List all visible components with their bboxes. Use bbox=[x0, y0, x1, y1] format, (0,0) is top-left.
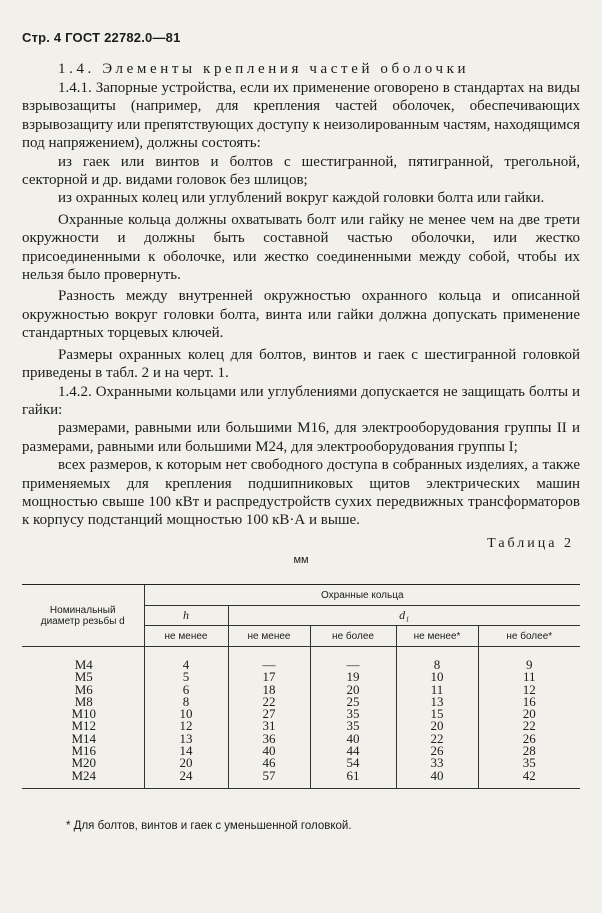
table-cell: 35 bbox=[310, 720, 396, 732]
table-cell: 31 bbox=[228, 720, 310, 732]
table-row bbox=[22, 708, 580, 720]
col-diameter-header: Номинальный диаметр резьбы d bbox=[22, 585, 144, 647]
sub-header: не более* bbox=[478, 626, 580, 647]
table-cell: 54 bbox=[310, 757, 396, 769]
table-row bbox=[22, 770, 580, 789]
paragraph-rings: из охранных колец или углублений вокруг каждой головки болта или гайки. bbox=[58, 190, 545, 207]
paragraph-1-4-1: 1.4.1. Запорные устройства, если их применение оговорено в стандартах на виды взрывозащиты (например, для крепления частей оболочек, обеспечивающих взрывозащиту или препятствующих доступу к неизолированным частям, находящимся под напряжением), должны состоять: bbox=[22, 80, 580, 152]
table-cell: 6 bbox=[144, 684, 228, 696]
table-cell: 35 bbox=[478, 757, 580, 769]
table-cell: 12 bbox=[144, 720, 228, 732]
table-cell: 40 bbox=[310, 733, 396, 745]
h-symbol: h bbox=[183, 608, 189, 622]
table-row bbox=[22, 671, 580, 683]
cell-diameter: M10 bbox=[71, 706, 97, 722]
table-cell: 46 bbox=[228, 757, 310, 769]
table-cell: 5 bbox=[144, 671, 228, 683]
table-cell: 18 bbox=[228, 684, 310, 696]
sub-header: не более bbox=[310, 626, 396, 647]
document-body bbox=[22, 60, 580, 566]
paragraph-difference: Разность между внутренней окружностью охранного кольца и описанной окружностью вокруг головки болта, винта или гайки должна допускать применение стандартных торцевых ключей. bbox=[22, 288, 580, 342]
cell-diameter: M14 bbox=[71, 730, 97, 746]
table-cell: 27 bbox=[228, 708, 310, 720]
table-row bbox=[22, 696, 580, 708]
table-cell: 8 bbox=[144, 696, 228, 708]
table-cell: 13 bbox=[144, 733, 228, 745]
cell-diameter: M24 bbox=[22, 770, 144, 789]
guard-ring-table bbox=[22, 584, 580, 789]
sub-header: не менее* bbox=[396, 626, 478, 647]
table-cell: 61 bbox=[310, 770, 396, 789]
table-cell: 10 bbox=[144, 708, 228, 720]
table-cell: 8 bbox=[396, 647, 478, 672]
sub-header: не менее bbox=[144, 626, 228, 647]
cell-diameter: M20 bbox=[71, 755, 97, 771]
table-cell: — bbox=[310, 647, 396, 672]
table-cell: 26 bbox=[478, 733, 580, 745]
table-cell: 19 bbox=[310, 671, 396, 683]
table-row bbox=[22, 647, 580, 672]
table-cell: 42 bbox=[478, 770, 580, 789]
table-cell: 10 bbox=[396, 671, 478, 683]
table-row bbox=[22, 720, 580, 732]
table-cell: 20 bbox=[478, 708, 580, 720]
table-cell: 40 bbox=[396, 770, 478, 789]
table-cell: 15 bbox=[396, 708, 478, 720]
table-cell: 24 bbox=[144, 770, 228, 789]
cell-diameter: M6 bbox=[74, 681, 93, 697]
col-group-header: Охранные кольца bbox=[144, 585, 580, 606]
table-unit: мм bbox=[293, 553, 309, 566]
cell-diameter: M12 bbox=[71, 718, 97, 734]
paragraph-guard-rings: Охранные кольца должны охватывать болт или гайку не менее чем на две трети окружности и должны быть составной частью оболочки, или жестко присоединенными к оболочке, или жестко соединенными между собой, чтобы их нельзя было провернуть. bbox=[22, 211, 580, 284]
table-cell: 20 bbox=[396, 720, 478, 732]
table-cell: 13 bbox=[396, 696, 478, 708]
sub-header: не менее bbox=[228, 626, 310, 647]
table-cell: 9 bbox=[478, 647, 580, 672]
table-row bbox=[22, 684, 580, 696]
cell-diameter: M4 bbox=[74, 657, 93, 672]
table-cell: 25 bbox=[310, 696, 396, 708]
table-cell: 22 bbox=[396, 733, 478, 745]
page-header: Стр. 4 ГОСТ 22782.0—81 bbox=[22, 30, 181, 45]
paragraph-1-4-2: 1.4.2. Охранными кольцами или углублениями допускается не защищать болты и гайки: bbox=[22, 383, 580, 418]
paragraph-m16: размерами, равными или большими M16, для электрооборудования группы II и размерами, равными или большими M24, для электрооборудования группы I; bbox=[22, 420, 580, 455]
section-title: 1.4. Элементы крепления частей оболочки bbox=[58, 61, 470, 77]
table-cell: 12 bbox=[478, 684, 580, 696]
footnote: * Для болтов, винтов и гаек с уменьшенной головкой. bbox=[66, 820, 352, 832]
cell-diameter: M8 bbox=[74, 693, 93, 709]
table-cell: 22 bbox=[228, 696, 310, 708]
paragraph-sizes: Размеры охранных колец для болтов, винтов и гаек с шестигранной головкой приведены в табл. 2 и на черт. 1. bbox=[22, 346, 580, 382]
table-cell: 11 bbox=[478, 671, 580, 683]
col-h-header bbox=[144, 606, 228, 626]
table-row bbox=[22, 745, 580, 757]
table-cell: 35 bbox=[310, 708, 396, 720]
table-row bbox=[22, 733, 580, 745]
table-cell: 28 bbox=[478, 745, 580, 757]
table-body bbox=[22, 647, 580, 789]
cell-diameter: M16 bbox=[71, 743, 97, 759]
table-cell: 17 bbox=[228, 671, 310, 683]
table-cell: 44 bbox=[310, 745, 396, 757]
d1-symbol: d₁ bbox=[399, 608, 410, 622]
table-cell: 14 bbox=[144, 745, 228, 757]
table-row bbox=[22, 757, 580, 769]
table-cell: — bbox=[228, 647, 310, 672]
cell-diameter: M5 bbox=[74, 669, 93, 685]
table-cell: 22 bbox=[478, 720, 580, 732]
table-cell: 33 bbox=[396, 757, 478, 769]
table-cell: 40 bbox=[228, 745, 310, 757]
table-cell: 36 bbox=[228, 733, 310, 745]
table-cell: 57 bbox=[228, 770, 310, 789]
table-cell: 11 bbox=[396, 684, 478, 696]
table-cell: 16 bbox=[478, 696, 580, 708]
paragraph-all-sizes: всех размеров, к которым нет свободного доступа в собранных изделиях, а также применяемых для крепления подшипниковых щитов электрических машин мощностью свыше 100 кВт и распредустройств сухих передвижных трансформаторов к корпусу подстанций мощностью 100 кВ·А и выше. bbox=[22, 457, 580, 529]
table-cell: 26 bbox=[396, 745, 478, 757]
paragraph-nuts: из гаек или винтов и болтов с шестигранной, пятигранной, трегольной, секторной и др. видами головок без шлицов; bbox=[22, 153, 580, 189]
table-cell: 20 bbox=[310, 684, 396, 696]
table-cell: 4 bbox=[144, 647, 228, 672]
table-caption: Таблица 2 bbox=[487, 535, 574, 551]
table-cell: 20 bbox=[144, 757, 228, 769]
col-d1-header bbox=[228, 606, 580, 626]
